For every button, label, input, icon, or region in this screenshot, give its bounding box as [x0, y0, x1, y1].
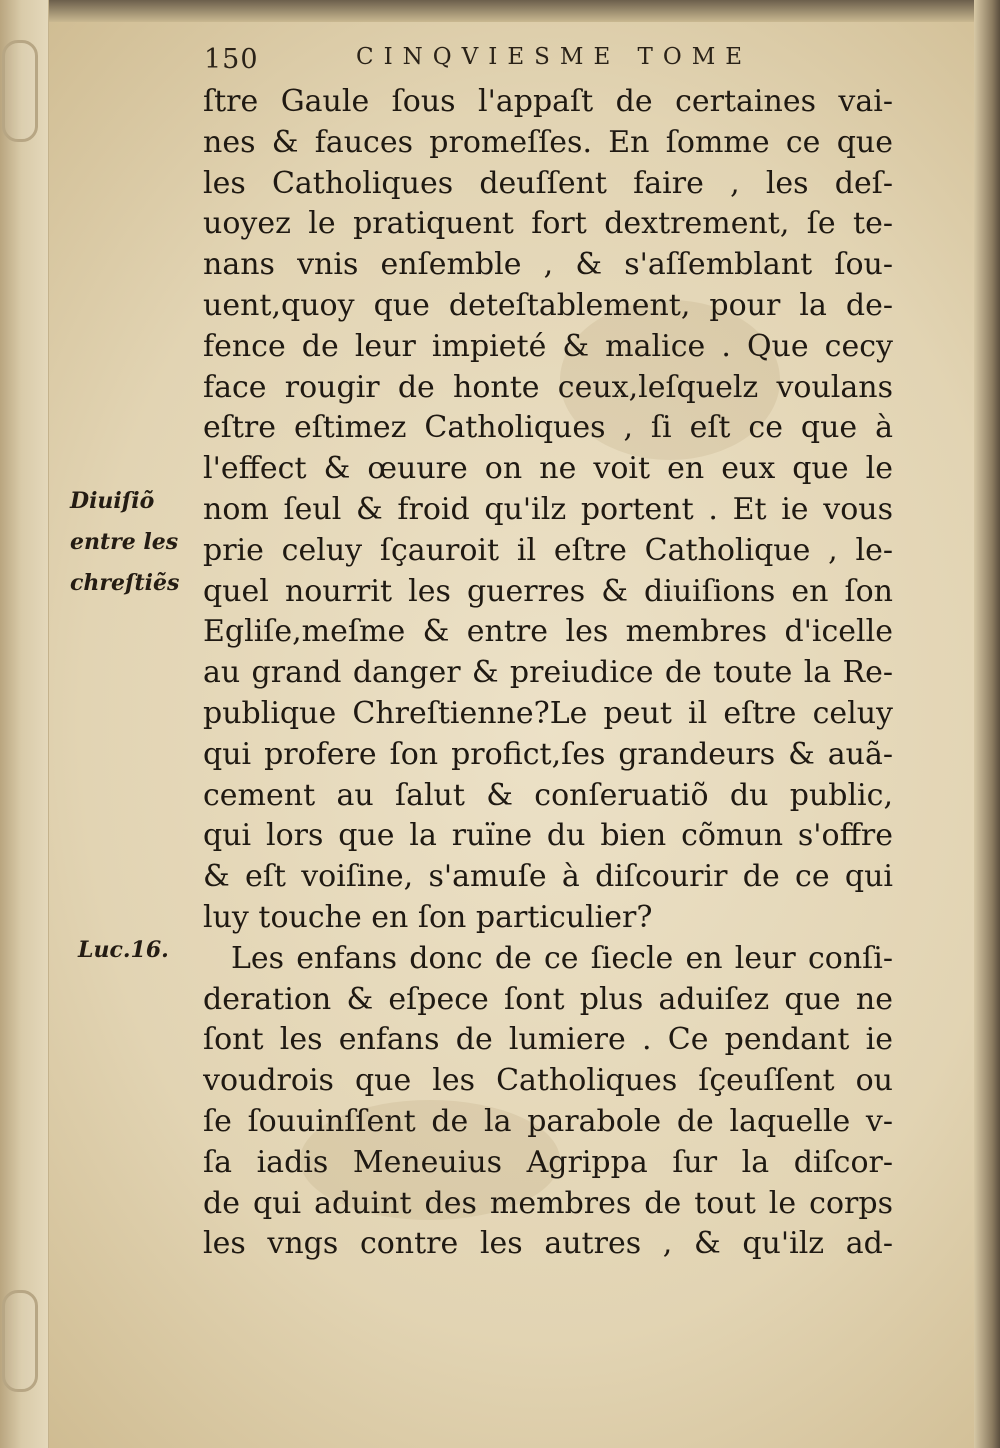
paragraph-end-line: luy touche en ſon particulier?	[203, 899, 653, 935]
text-line: ſe ſouuinſſent de la parabole de laquelle v-	[203, 1103, 893, 1139]
text-line: l'effect & œuure on ne voit en eux que le	[203, 451, 893, 487]
text-block	[203, 82, 893, 1265]
page-header	[204, 42, 804, 82]
text-line: de qui aduint des membres de tout le corps	[203, 1185, 893, 1221]
text-line: face rougir de honte ceux,leſquelz voulans	[203, 369, 893, 405]
page-top-edge	[0, 0, 1000, 22]
margin-note-scripture-ref: Luc.16.	[78, 937, 169, 963]
margin-note-division: Diuiſiõ	[70, 488, 155, 514]
margin-note-division: chreſtiẽs	[70, 570, 180, 596]
text-line: ſa iadis Meneuius Agrippa ſur la diſcor-	[203, 1144, 893, 1180]
text-line: publique Chreſtienne?Le peut il eſtre celuy	[203, 695, 893, 731]
text-line: au grand danger & preiudice de toute la Re-	[203, 655, 893, 691]
text-line: voudrois que les Catholiques ſçeuſſent ou	[203, 1063, 893, 1099]
text-line: ſtre Gaule ſous l'appaſt de certaines vai-	[203, 84, 893, 119]
running-title: CINQVIESME TOME	[356, 44, 753, 70]
folio-number: 150	[204, 44, 259, 75]
text-line: les Catholiques deuſſent faire , les deſ-	[203, 165, 893, 201]
text-line: deration & eſpece ſont plus aduiſez que ne	[203, 981, 893, 1017]
text-line: uent,quoy que deteſtablement, pour la de-	[203, 287, 893, 323]
binding-ring-top	[2, 40, 38, 142]
text-line: qui profere ſon profict,ſes grandeurs & auã-	[203, 736, 893, 772]
text-line: qui lors que la ruïne du bien cõmun s'offre	[203, 818, 893, 854]
text-line: nes & fauces promeſſes. En ſomme ce que	[203, 124, 893, 160]
margin-note-division: entre les	[70, 529, 179, 555]
text-line: prie celuy ſçauroit il eſtre Catholique , le-	[203, 532, 893, 568]
binding-ring-bottom	[2, 1290, 38, 1392]
text-line: nom ſeul & froid qu'ilz portent . Et ie vous	[203, 491, 893, 527]
text-line: quel nourrit les guerres & diuiſions en ſon	[203, 573, 893, 609]
text-line: ſont les enfans de lumiere . Ce pendant ie	[203, 1022, 893, 1058]
text-line: eſtre eſtimez Catholiques , ſi eſt ce que à	[203, 410, 893, 446]
text-line: & eſt voiſine, s'amuſe à diſcourir de ce qui	[203, 859, 893, 895]
text-line: uoyez le pratiquent fort dextrement, ſe te-	[203, 206, 893, 242]
paragraph-start-line: Les enfans donc de ce ſiecle en leur conſi-	[231, 940, 893, 976]
text-line: les vngs contre les autres , & qu'ilz ad-	[203, 1226, 893, 1262]
text-line: fence de leur impieté & malice . Que cecy	[203, 328, 893, 364]
page-gutter	[0, 0, 49, 1448]
text-line: Egliſe,meſme & entre les membres d'icelle	[203, 614, 893, 650]
text-line: cement au ſalut & conſeruatiõ du public,	[203, 777, 893, 813]
page-fore-edge	[974, 0, 1000, 1448]
text-line: nans vnis enſemble , & s'aſſemblant ſou-	[203, 247, 893, 283]
